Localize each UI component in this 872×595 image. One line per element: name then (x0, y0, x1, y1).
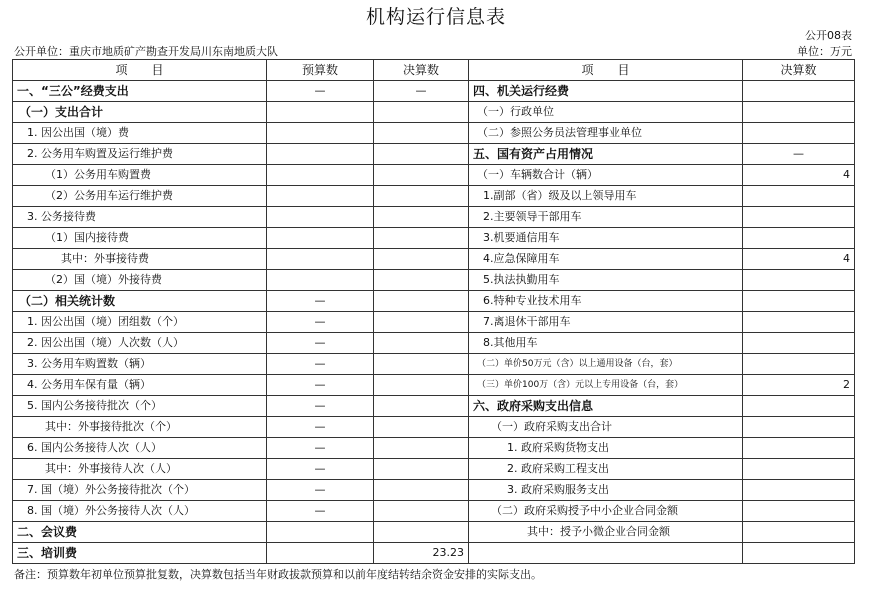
budget-cell (267, 543, 374, 564)
table-row (13, 333, 855, 354)
left-item: 4. 公务用车保有量（辆） (13, 375, 267, 396)
final-cell (374, 396, 469, 417)
final-cell (374, 459, 469, 480)
left-item: （2）国（境）外接待费 (13, 270, 267, 291)
table-row (13, 81, 855, 102)
right-value (743, 186, 855, 207)
final-cell (374, 165, 469, 186)
footnote: 备注：预算数年初单位预算批复数，决算数包括当年财政拔款预算和以前年度结转结余资金安排的实际支出。 (14, 568, 542, 581)
budget-cell: — (267, 354, 374, 375)
right-value (743, 312, 855, 333)
left-item: （一）支出合计 (13, 102, 267, 123)
final-cell (374, 186, 469, 207)
left-item: 6. 国内公务接待人次（人） (13, 438, 267, 459)
budget-cell (267, 165, 374, 186)
final-cell (374, 333, 469, 354)
form-number: 公开08表 (805, 29, 852, 42)
right-value (743, 480, 855, 501)
table-row (13, 396, 855, 417)
left-item: 其中：外事接待人次（人） (13, 459, 267, 480)
header-final-left: 决算数 (374, 60, 469, 81)
header-item-right: 项 目 (469, 60, 743, 81)
budget-cell: — (267, 312, 374, 333)
final-cell (374, 123, 469, 144)
budget-cell: — (267, 480, 374, 501)
table-row (13, 438, 855, 459)
budget-cell (267, 144, 374, 165)
right-value: 2 (743, 375, 855, 396)
table-row (13, 417, 855, 438)
left-item: 1. 因公出国（境）费 (13, 123, 267, 144)
table-row (13, 249, 855, 270)
table-row (13, 207, 855, 228)
right-value (743, 270, 855, 291)
right-item (469, 543, 743, 564)
right-value (743, 123, 855, 144)
header-item-left: 项 目 (13, 60, 267, 81)
budget-cell: — (267, 501, 374, 522)
final-cell (374, 312, 469, 333)
budget-cell: — (267, 417, 374, 438)
final-cell (374, 438, 469, 459)
final-cell (374, 480, 469, 501)
right-item: 六、政府采购支出信息 (469, 396, 743, 417)
budget-cell (267, 228, 374, 249)
left-item: 3. 公务用车购置数（辆） (13, 354, 267, 375)
final-cell: 23.23 (374, 543, 469, 564)
left-item: 2. 因公出国（境）人次数（人） (13, 333, 267, 354)
right-item: 4.应急保障用车 (469, 249, 743, 270)
right-value (743, 501, 855, 522)
right-value (743, 102, 855, 123)
final-cell (374, 501, 469, 522)
right-item: （三）单价100万（含）元以上专用设备（台，套） (469, 375, 743, 396)
right-value (743, 459, 855, 480)
table-row (13, 291, 855, 312)
right-item: （一）政府采购支出合计 (469, 417, 743, 438)
left-item: 7. 国（境）外公务接待批次（个） (13, 480, 267, 501)
budget-cell: — (267, 81, 374, 102)
budget-cell: — (267, 375, 374, 396)
right-item: 其中：授予小微企业合同金额 (469, 522, 743, 543)
final-cell (374, 249, 469, 270)
budget-cell (267, 102, 374, 123)
table-row (13, 354, 855, 375)
right-item: 3.机要通信用车 (469, 228, 743, 249)
left-item: 一、“三公”经费支出 (13, 81, 267, 102)
table-row (13, 186, 855, 207)
table-row (13, 144, 855, 165)
header-budget: 预算数 (267, 60, 374, 81)
table-row (13, 228, 855, 249)
right-item: （二）单价50万元（含）以上通用设备（台，套） (469, 354, 743, 375)
budget-cell (267, 123, 374, 144)
final-cell (374, 270, 469, 291)
right-value (743, 354, 855, 375)
budget-cell: — (267, 396, 374, 417)
table-row (13, 375, 855, 396)
reporting-unit: 公开单位：重庆市地质矿产勘查开发局川东南地质大队 (14, 45, 278, 58)
table-row (13, 480, 855, 501)
right-value (743, 81, 855, 102)
budget-cell (267, 522, 374, 543)
final-cell (374, 207, 469, 228)
final-cell (374, 417, 469, 438)
final-cell: — (374, 81, 469, 102)
right-item: 1.副部（省）级及以上领导用车 (469, 186, 743, 207)
budget-cell: — (267, 333, 374, 354)
budget-cell (267, 186, 374, 207)
right-item: 7.离退休干部用车 (469, 312, 743, 333)
table-row (13, 522, 855, 543)
left-item: 8. 国（境）外公务接待人次（人） (13, 501, 267, 522)
right-value (743, 228, 855, 249)
right-item: 2. 政府采购工程支出 (469, 459, 743, 480)
right-item: （二）政府采购授予中小企业合同金额 (469, 501, 743, 522)
budget-cell: — (267, 459, 374, 480)
right-item: （一）行政单位 (469, 102, 743, 123)
left-item: 其中：外事接待费 (13, 249, 267, 270)
institution-operation-table (12, 59, 855, 564)
right-value (743, 207, 855, 228)
table-row (13, 102, 855, 123)
right-value (743, 438, 855, 459)
budget-cell (267, 270, 374, 291)
left-item: 1. 因公出国（境）团组数（个） (13, 312, 267, 333)
right-value (743, 417, 855, 438)
table-row (13, 501, 855, 522)
final-cell (374, 354, 469, 375)
final-cell (374, 228, 469, 249)
left-item: 5. 国内公务接待批次（个） (13, 396, 267, 417)
left-item: （1）国内接待费 (13, 228, 267, 249)
right-item: （一）车辆数合计（辆） (469, 165, 743, 186)
left-item: 三、培训费 (13, 543, 267, 564)
right-item: 五、国有资产占用情况 (469, 144, 743, 165)
right-value: — (743, 144, 855, 165)
left-item: 2. 公务用车购置及运行维护费 (13, 144, 267, 165)
final-cell (374, 375, 469, 396)
money-unit: 单位：万元 (797, 45, 852, 58)
left-item: （1）公务用车购置费 (13, 165, 267, 186)
left-item: 二、会议费 (13, 522, 267, 543)
right-item: 8.其他用车 (469, 333, 743, 354)
right-value (743, 543, 855, 564)
table-row (13, 459, 855, 480)
table-header-row (13, 60, 855, 81)
final-cell (374, 144, 469, 165)
right-item: 5.执法执勤用车 (469, 270, 743, 291)
left-item: 其中：外事接待批次（个） (13, 417, 267, 438)
left-item: 3. 公务接待费 (13, 207, 267, 228)
table-row (13, 312, 855, 333)
right-item: 2.主要领导干部用车 (469, 207, 743, 228)
right-value (743, 522, 855, 543)
table-row (13, 123, 855, 144)
right-item: 1. 政府采购货物支出 (469, 438, 743, 459)
final-cell (374, 102, 469, 123)
table-row (13, 165, 855, 186)
right-item: 3. 政府采购服务支出 (469, 480, 743, 501)
left-item: （2）公务用车运行维护费 (13, 186, 267, 207)
page-title: 机构运行信息表 (365, 6, 506, 28)
right-item: （二）参照公务员法管理事业单位 (469, 123, 743, 144)
right-value: 4 (743, 165, 855, 186)
budget-cell: — (267, 438, 374, 459)
left-item: （二）相关统计数 (13, 291, 267, 312)
final-cell (374, 291, 469, 312)
right-value: 4 (743, 249, 855, 270)
budget-cell (267, 249, 374, 270)
budget-cell (267, 207, 374, 228)
table-row (13, 543, 855, 564)
right-value (743, 333, 855, 354)
table-row (13, 270, 855, 291)
right-value (743, 291, 855, 312)
right-item: 四、机关运行经费 (469, 81, 743, 102)
header-final-right: 决算数 (743, 60, 855, 81)
right-value (743, 396, 855, 417)
budget-cell: — (267, 291, 374, 312)
final-cell (374, 522, 469, 543)
right-item: 6.特种专业技术用车 (469, 291, 743, 312)
